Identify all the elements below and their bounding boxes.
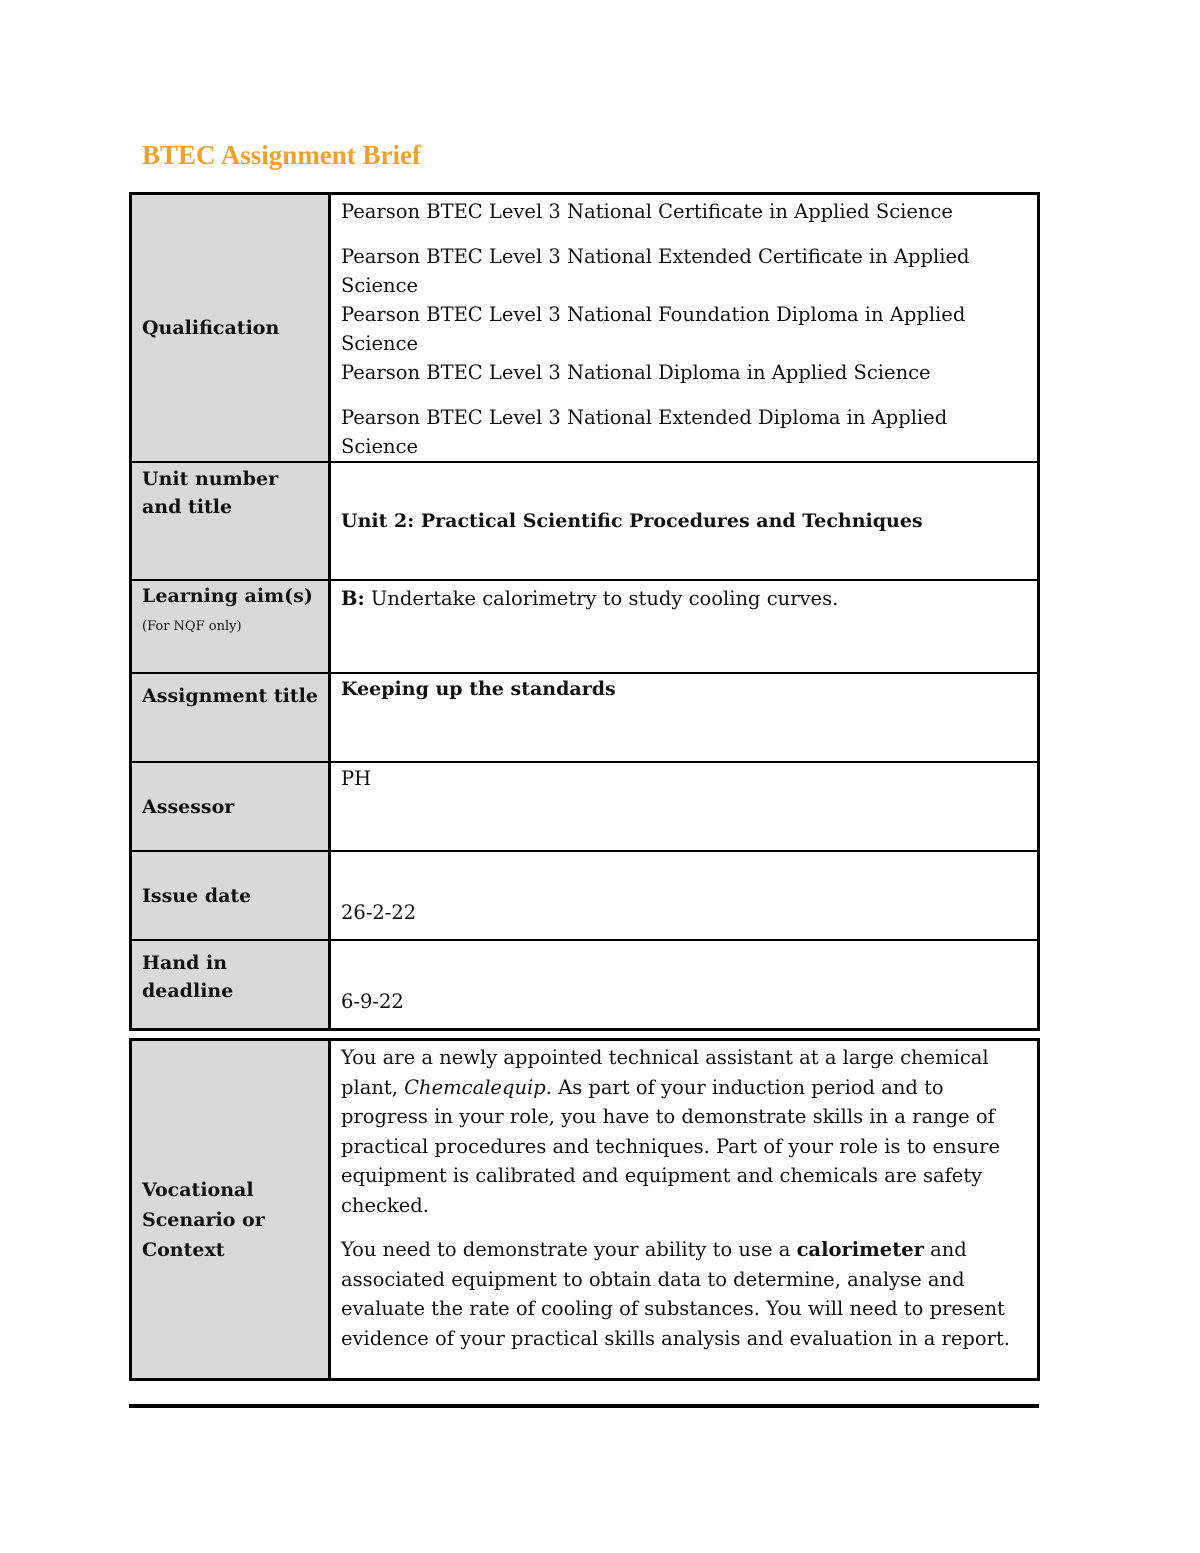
deadline-label: Hand in deadline bbox=[131, 940, 330, 1029]
assessor-row bbox=[131, 762, 1039, 851]
learning-aim-value bbox=[330, 580, 1039, 673]
assignment-title-label: Assignment title bbox=[131, 673, 330, 762]
qualification-value bbox=[330, 194, 1039, 463]
learning-aim-label bbox=[131, 580, 330, 673]
company-name: Chemcalequip bbox=[404, 1075, 546, 1099]
deadline-value: 6-9-22 bbox=[330, 940, 1039, 1029]
assignment-title-value: Keeping up the standards bbox=[330, 673, 1039, 762]
scenario-label: Vocational Scenario or Context bbox=[131, 1040, 330, 1380]
qualification-line: Pearson BTEC Level 3 National Certificate in Applied Science bbox=[341, 200, 953, 223]
scenario-p1-start: You are a newly appointed technical assistant at a large chemical plant, bbox=[341, 1046, 989, 1099]
assessor-label: Assessor bbox=[131, 762, 330, 851]
qualification-label: Qualification bbox=[131, 194, 330, 463]
issue-date-label: Issue date bbox=[131, 851, 330, 940]
scenario-p2-start: You need to demonstrate your ability to use a bbox=[341, 1238, 797, 1261]
issue-date-value: 26-2-22 bbox=[330, 851, 1039, 940]
scenario-p2-end: and associated equipment to obtain data to determine, analyse and evaluate the rate of cooling of substances. You will need to present evidence of your practical skills analysis and evaluation in a report. bbox=[341, 1238, 1010, 1350]
learning-aim-text: Undertake calorimetry to study cooling curves. bbox=[364, 587, 839, 610]
qualification-line: Pearson BTEC Level 3 National Foundation Diploma in Applied Science bbox=[341, 303, 966, 355]
qualification-row bbox=[131, 194, 1039, 463]
scenario-p1-end: . As part of your induction period and to progress in your role, you have to demonstrate skills in a range of practical procedures and techniques. Part of your role is to ensure equipment is calibrated and equipment and chemicals are safety checked. bbox=[341, 1075, 1001, 1217]
deadline-row bbox=[131, 940, 1039, 1029]
learning-aim-label-text: Learning aim(s) bbox=[142, 585, 313, 607]
scenario-row bbox=[131, 1040, 1039, 1380]
learning-aim-row bbox=[131, 580, 1039, 673]
bottom-rule bbox=[129, 1404, 1039, 1408]
assignment-title-row bbox=[131, 673, 1039, 762]
issue-date-row bbox=[131, 851, 1039, 940]
learning-aim-note: (For NQF only) bbox=[142, 619, 242, 634]
unit-value: Unit 2: Practical Scientific Procedures and Techniques bbox=[330, 462, 1039, 580]
unit-row bbox=[131, 462, 1039, 580]
qualification-line: Pearson BTEC Level 3 National Diploma in Applied Science bbox=[341, 361, 931, 384]
scenario-paragraph bbox=[341, 1043, 1029, 1220]
scenario-table bbox=[129, 1038, 1040, 1381]
unit-label: Unit number and title bbox=[131, 462, 330, 580]
qualification-line: Pearson BTEC Level 3 National Extended Diploma in Applied Science bbox=[341, 406, 948, 458]
learning-aim-prefix: B: bbox=[341, 587, 365, 610]
assessor-value: PH bbox=[330, 762, 1039, 851]
assignment-details-table bbox=[129, 192, 1040, 1031]
scenario-text bbox=[330, 1040, 1039, 1380]
calorimeter-term: calorimeter bbox=[796, 1238, 924, 1261]
qualification-line: Pearson BTEC Level 3 National Extended Certificate in Applied Science bbox=[341, 245, 970, 297]
page-title: BTEC Assignment Brief bbox=[142, 140, 422, 170]
scenario-paragraph bbox=[341, 1235, 1029, 1353]
